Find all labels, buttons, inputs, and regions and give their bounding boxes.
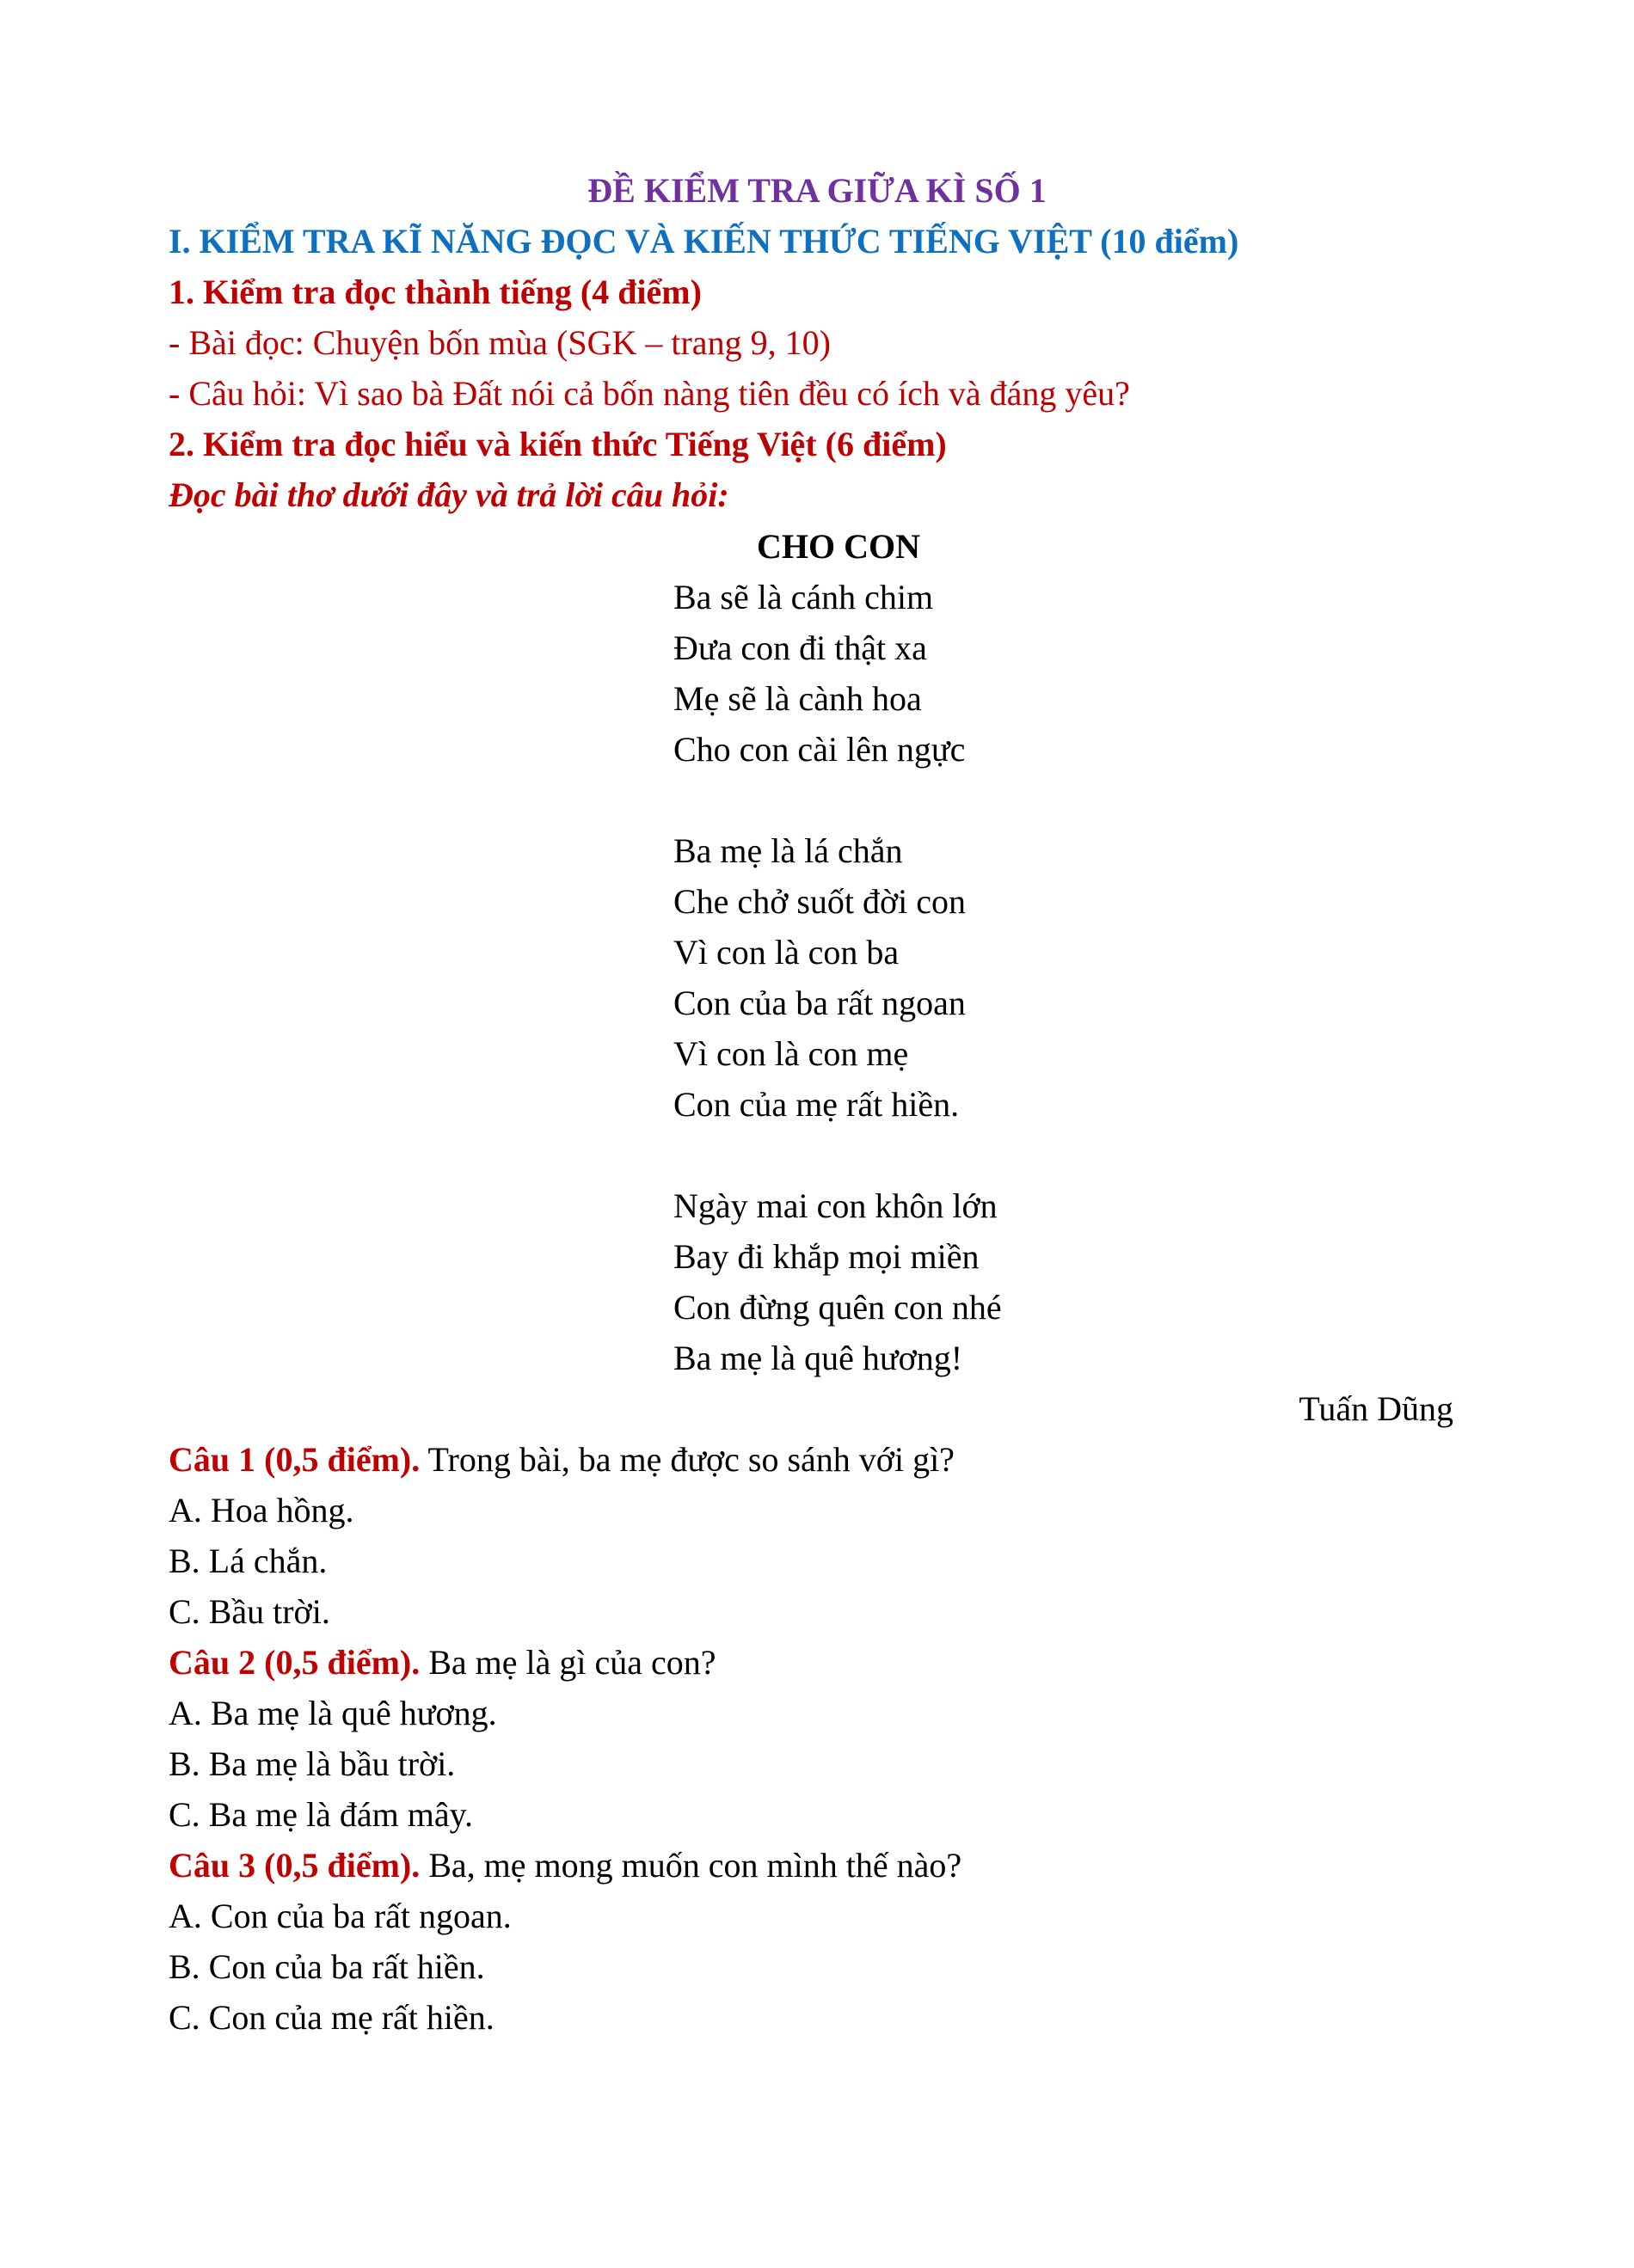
answer-option: A. Con của ba rất ngoan. (169, 1897, 512, 1935)
part-2-heading: 2. Kiểm tra đọc hiểu và kiến thức Tiếng Việt (6 điểm) (169, 425, 947, 463)
question-1 (169, 1437, 955, 1482)
poem-line: Vì con là con ba (673, 933, 900, 972)
answer-option: C. Bầu trời. (169, 1592, 330, 1631)
question-text: Trong bài, ba mẹ được so sánh với gì? (420, 1440, 955, 1479)
poem-line: Con của mẹ rất hiền. (673, 1085, 960, 1124)
answer-option: B. Con của ba rất hiền. (169, 1947, 485, 1986)
answer-option: B. Lá chắn. (169, 1542, 328, 1580)
poem-line: Che chở suốt đời con (673, 882, 967, 921)
poem-line: Ba mẹ là lá chắn (673, 831, 903, 870)
instruction: Đọc bài thơ dưới đây và trả lời câu hỏi: (169, 475, 729, 514)
question-text: Ba, mẹ mong muốn con mình thế nào? (420, 1846, 962, 1885)
question-2 (169, 1640, 716, 1685)
poem-line: Ngày mai con khôn lớn (673, 1186, 998, 1225)
poem-line: Ba mẹ là quê hương! (673, 1339, 963, 1377)
answer-option: C. Ba mẹ là đám mây. (169, 1795, 473, 1834)
exam-title: ĐỀ KIỂM TRA GIỮA KÌ SỐ 1 (587, 171, 1047, 210)
poem-title: CHO CON (757, 527, 920, 566)
question-label: Câu 3 (0,5 điểm). (169, 1846, 421, 1885)
poem-line: Đưa con đi thật xa (673, 628, 927, 667)
poem-line: Cho con cài lên ngực (673, 730, 966, 769)
question-text: Ba mẹ là gì của con? (420, 1643, 716, 1682)
question-label: Câu 1 (0,5 điểm). (169, 1440, 421, 1479)
part-1-heading: 1. Kiểm tra đọc thành tiếng (4 điểm) (169, 273, 702, 311)
section-heading: I. KIỂM TRA KĨ NĂNG ĐỌC VÀ KIẾN THỨC TIẾNG VIỆT (10 điểm) (169, 222, 1239, 261)
answer-option: C. Con của mẹ rất hiền. (169, 1998, 494, 2037)
poem-line: Ba sẽ là cánh chim (673, 578, 934, 616)
poem-line: Vì con là con mẹ (673, 1034, 909, 1073)
poem-line: Con của ba rất ngoan (673, 984, 966, 1022)
part-1-reading: - Bài đọc: Chuyện bốn mùa (SGK – trang 9, 10) (169, 323, 831, 362)
question-label: Câu 2 (0,5 điểm). (169, 1643, 421, 1682)
answer-option: B. Ba mẹ là bầu trời. (169, 1744, 456, 1783)
answer-option: A. Ba mẹ là quê hương. (169, 1694, 497, 1732)
poem-line: Bay đi khắp mọi miền (673, 1237, 980, 1276)
answer-option: A. Hoa hồng. (169, 1491, 354, 1529)
poem-author: Tuấn Dũng (1299, 1389, 1453, 1428)
question-3 (169, 1843, 961, 1888)
part-1-question: - Câu hỏi: Vì sao bà Đất nói cả bốn nàng tiên đều có ích và đáng yêu? (169, 374, 1130, 413)
poem-line: Con đừng quên con nhé (673, 1288, 1002, 1327)
poem-line: Mẹ sẽ là cành hoa (673, 679, 922, 718)
